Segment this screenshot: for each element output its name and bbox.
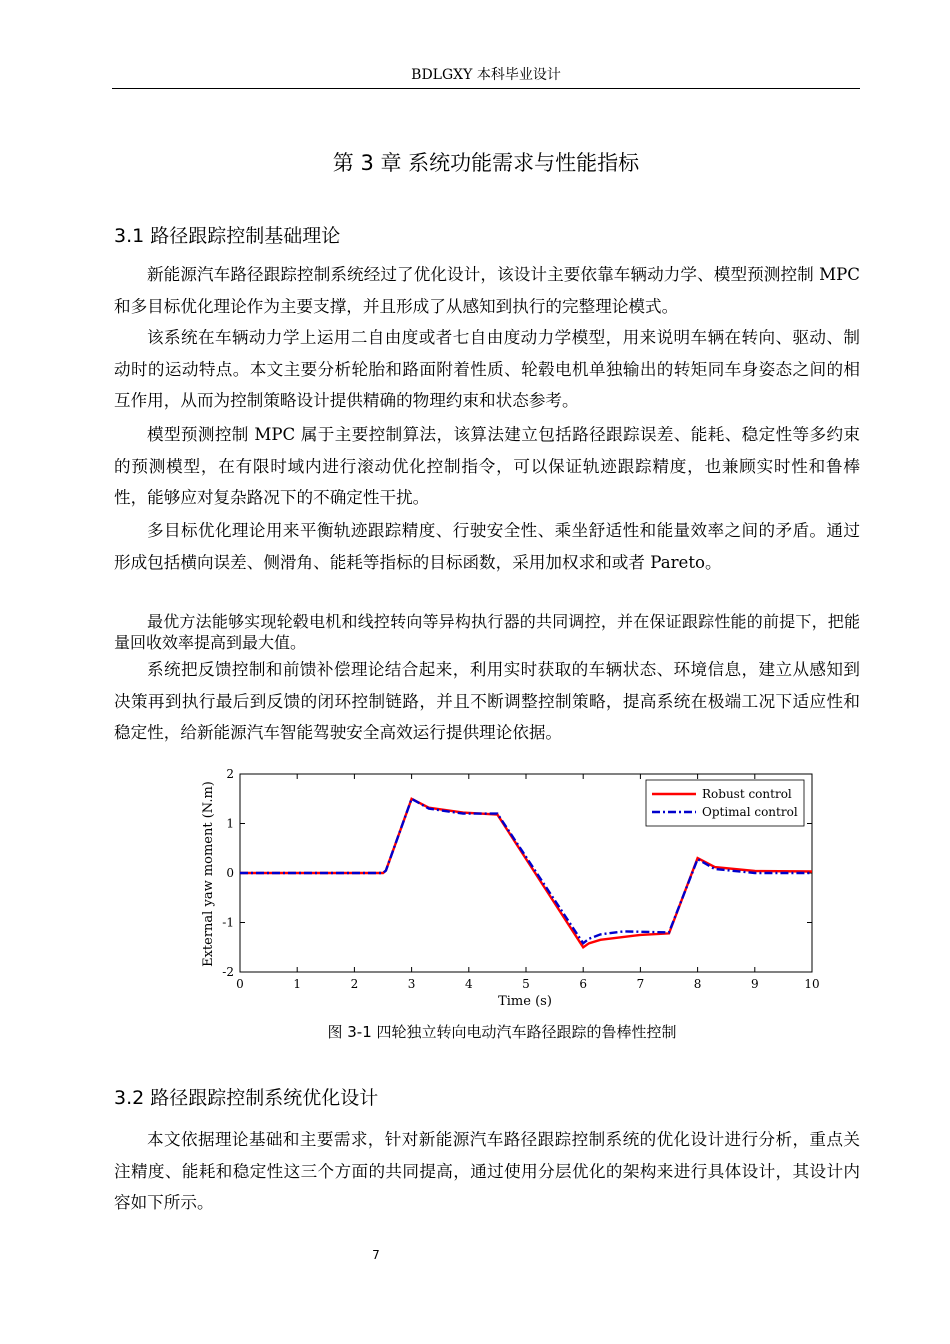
y-axis-label: External yaw moment (N.m) [201,781,216,967]
x-tick-label: 6 [579,977,588,991]
y-tick-label: -2 [222,965,234,979]
legend-label: Robust control [702,787,792,801]
running-header: BDLGXY 本科毕业设计 [411,67,561,83]
section-title-3-2: 3.2 路径跟踪控制系统优化设计 [114,1087,379,1109]
y-tick-label: 0 [226,866,234,880]
paragraph: 本文依据理论基础和主要需求，针对新能源汽车路径跟踪控制系统的优化设计进行分析，重点关注精度、能耗和稳定性这三个方面的共同提高，通过使用分层优化的架构来进行具体设计，其设计内容如下所示。 [114,1130,860,1212]
y-tick-label: -1 [222,915,234,930]
figure-caption: 图 3-1 四轮独立转向电动汽车路径跟踪的鲁棒性控制 [327,1023,677,1041]
header-rule [112,88,860,89]
paragraph: 多目标优化理论用来平衡轨迹跟踪精度、行驶安全性、乘坐舒适性和能量效率之间的矛盾。通过形成包括横向误差、侧滑角、能耗等指标的目标函数，采用加权求和或者 Pareto。 [114,521,860,572]
yaw-moment-chart [190,762,840,1012]
page-number: 7 [372,1248,380,1262]
x-tick-label: 2 [350,977,359,991]
y-tick-label: 2 [226,767,234,781]
y-tick-label: 1 [226,816,234,831]
x-tick-label: 5 [522,977,530,991]
x-tick-label: 8 [693,977,702,991]
section-title-3-1: 3.1 路径跟踪控制基础理论 [114,225,341,247]
paragraph: 新能源汽车路径跟踪控制系统经过了优化设计，该设计主要依靠车辆动力学、模型预测控制 MPC 和多目标优化理论作为主要支撑，并且形成了从感知到执行的完整理论模式。 [114,265,860,316]
chapter-title: 第 3 章 系统功能需求与性能指标 [332,151,640,175]
x-tick-label: 1 [293,977,302,991]
x-axis-label: Time (s) [498,994,552,1009]
x-tick-label: 9 [750,977,759,991]
paragraph: 最优方法能够实现轮毂电机和线控转向等异构执行器的共同调控，并在保证跟踪性能的前提下，把能量回收效率提高到最大值。 [114,612,860,652]
x-tick-label: 7 [636,977,645,991]
legend-label: Optimal control [702,805,798,819]
x-tick-label: 0 [236,977,244,991]
paragraph: 该系统在车辆动力学上运用二自由度或者七自由度动力学模型，用来说明车辆在转向、驱动、制动时的运动特点。本文主要分析轮胎和路面附着性质、轮毂电机单独输出的转矩同车身姿态之间的相互作用，从而为控制策略设计提供精确的物理约束和状态参考。 [114,328,860,410]
x-tick-label: 3 [407,977,416,991]
x-tick-label: 10 [804,977,820,991]
paragraph: 系统把反馈控制和前馈补偿理论结合起来，利用实时获取的车辆状态、环境信息，建立从感知到决策再到执行最后到反馈的闭环控制链路，并且不断调整控制策略，提高系统在极端工况下适应性和稳定性，给新能源汽车智能驾驶安全高效运行提供理论依据。 [114,660,860,742]
x-tick-label: 4 [464,977,473,991]
paragraph: 模型预测控制 MPC 属于主要控制算法，该算法建立包括路径跟踪误差、能耗、稳定性等多约束的预测模型，在有限时域内进行滚动优化控制指令，可以保证轨迹跟踪精度，也兼顾实时性和鲁棒性，能够应对复杂路况下的不确定性干扰。 [114,425,860,507]
